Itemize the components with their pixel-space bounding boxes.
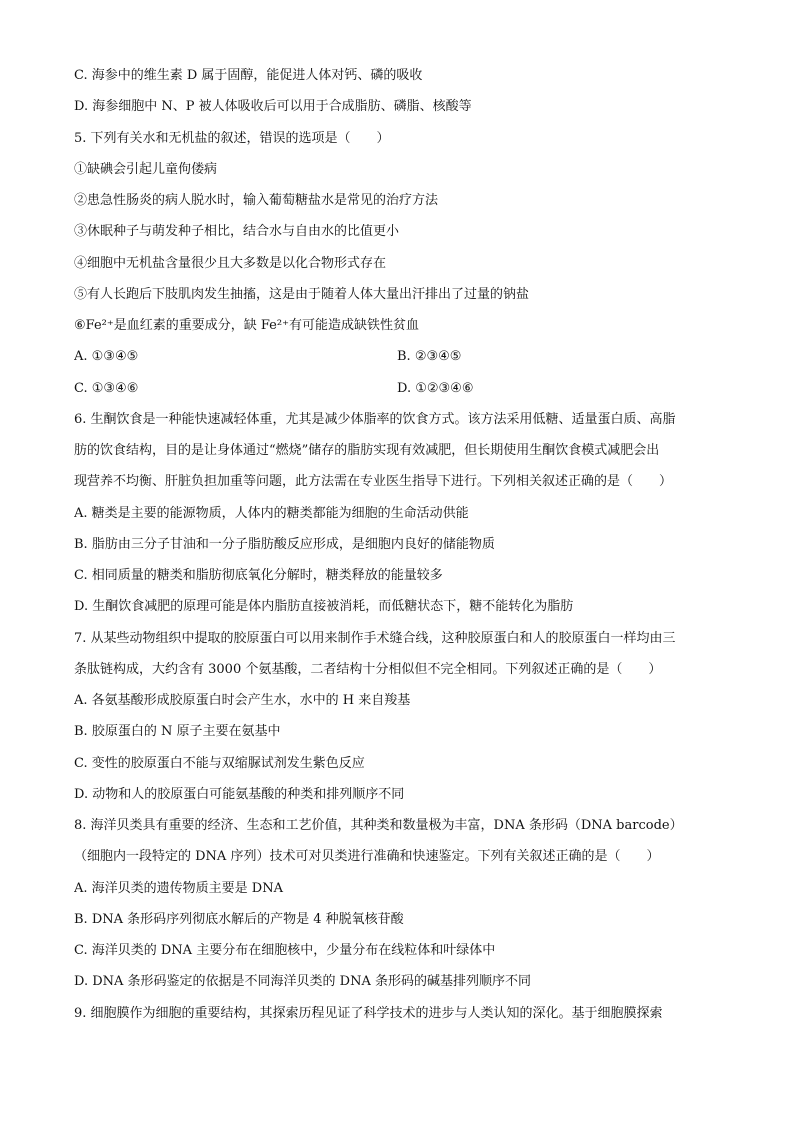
q8-option-c: C. 海洋贝类的 DNA 主要分布在细胞核中，少量分布在线粒体和叶绿体中 xyxy=(74,943,496,958)
q8-option-d: D. DNA 条形码鉴定的依据是不同海洋贝类的 DNA 条形码的碱基排列顺序不同 xyxy=(74,974,531,989)
q9-stem-line-1: 9. 细胞膜作为细胞的重要结构，其探索历程见证了科学技术的进步与人类认知的深化。基于细胞膜探索 xyxy=(74,1006,663,1021)
q7-option-d: D. 动物和人的胶原蛋白可能氨基酸的种类和排列顺序不同 xyxy=(74,787,405,802)
q5-statement-5: ⑤有人长跑后下肢肌肉发生抽搐，这是由于随着人体大量出汗排出了过量的钠盐 xyxy=(74,287,530,302)
q6-stem-line-1: 6. 生酮饮食是一种能快速减轻体重，尤其是减少体脂率的饮食方式。该方法采用低糖、适量蛋白质、高脂 xyxy=(74,412,676,427)
q8-option-b: B. DNA 条形码序列彻底水解后的产物是 4 种脱氧核苷酸 xyxy=(74,912,404,927)
q6-stem-line-2: 肪的饮食结构，目的是让身体通过“燃烧”储存的脂肪实现有效减肥，但长期使用生酮饮食模式减肥会出 xyxy=(74,443,660,458)
q5-option-b: B. ②③④⑤ xyxy=(397,349,462,364)
q7-option-b: B. 胶原蛋白的 N 原子主要在氨基中 xyxy=(74,724,281,739)
q6-option-c: C. 相同质量的糖类和脂肪彻底氧化分解时，糖类释放的能量较多 xyxy=(74,568,443,583)
q7-option-a: A. 各氨基酸形成胶原蛋白时会产生水，水中的 H 来自羧基 xyxy=(74,693,411,708)
q8-stem-line-2: （细胞内一段特定的 DNA 序列）技术可对贝类进行准确和快速鉴定。下列有关叙述正确的是（ ） xyxy=(74,849,660,864)
q5-statement-6: ⑥Fe²⁺是血红素的重要成分，缺 Fe²⁺有可能造成缺铁性贫血 xyxy=(74,318,419,333)
q5-statement-4: ④细胞中无机盐含量很少且大多数是以化合物形式存在 xyxy=(74,256,387,271)
q5-option-c: C. ①③④⑥ xyxy=(74,381,139,396)
q6-stem-line-3: 现营养不均衡、肝脏负担加重等问题，此方法需在专业医生指导下进行。下列相关叙述正确的是（ ） xyxy=(74,474,673,489)
q6-option-a: A. 糖类是主要的能源物质，人体内的糖类都能为细胞的生命活动供能 xyxy=(74,506,469,521)
q6-option-b: B. 脂肪由三分子甘油和一分子脂肪酸反应形成，是细胞内良好的储能物质 xyxy=(74,537,495,552)
q5-statement-3: ③休眠种子与萌发种子相比，结合水与自由水的比值更小 xyxy=(74,224,400,239)
q7-stem-line-1: 7. 从某些动物组织中提取的胶原蛋白可以用来制作手术缝合线，这种胶原蛋白和人的胶原蛋白一样均由三 xyxy=(74,631,676,646)
q8-stem-line-1: 8. 海洋贝类具有重要的经济、生态和工艺价值，其种类和数量极为丰富，DNA 条形码（DNA barcode） xyxy=(74,818,683,833)
q5-option-d: D. ①②③④⑥ xyxy=(397,381,474,396)
q5-statement-1: ①缺碘会引起儿童佝偻病 xyxy=(74,162,218,177)
q8-option-a: A. 海洋贝类的遗传物质主要是 DNA xyxy=(74,881,283,896)
q4-option-d: D. 海参细胞中 N、P 被人体吸收后可以用于合成脂肪、磷脂、核酸等 xyxy=(74,99,472,114)
q5-option-a: A. ①③④⑤ xyxy=(74,349,139,364)
q7-option-c: C. 变性的胶原蛋白不能与双缩脲试剂发生紫色反应 xyxy=(74,756,365,771)
q5-statement-2: ②患急性肠炎的病人脱水时，输入葡萄糖盐水是常见的治疗方法 xyxy=(74,193,439,208)
q6-option-d: D. 生酮饮食减肥的原理可能是体内脂肪直接被消耗，而低糖状态下，糖不能转化为脂肪 xyxy=(74,599,574,614)
q7-stem-line-2: 条肽链构成，大约含有 3000 个氨基酸，二者结构十分相似但不完全相同。下列叙述正确的是（ ） xyxy=(74,662,662,677)
q4-option-c: C. 海参中的维生素 D 属于固醇，能促进人体对钙、磷的吸收 xyxy=(74,68,423,83)
q5-stem: 5. 下列有关水和无机盐的叙述，错误的选项是（ ） xyxy=(74,131,390,146)
